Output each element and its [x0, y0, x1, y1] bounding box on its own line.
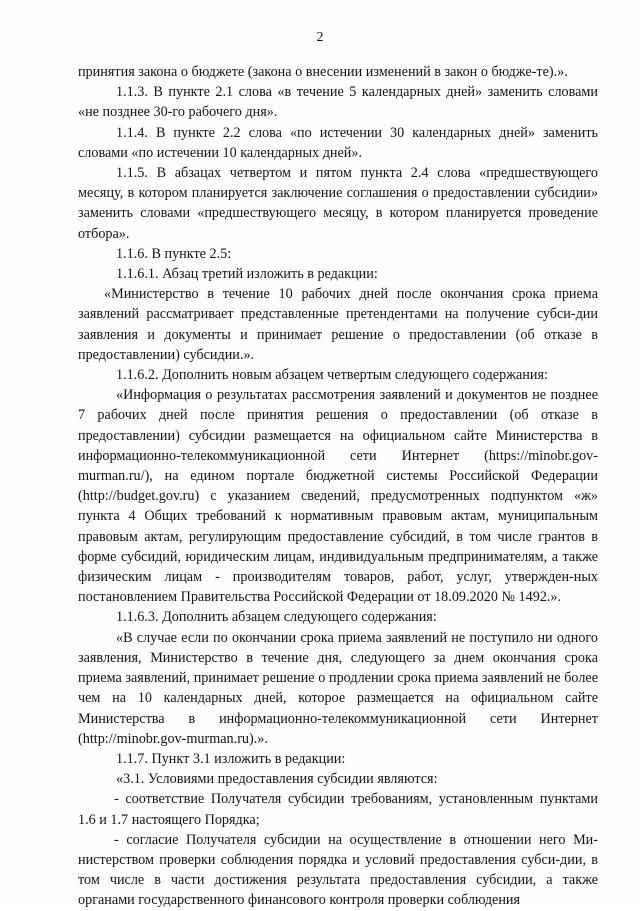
paragraph: 1.1.6.2. Дополнить новым абзацем четвертым следующего содержания: [116, 367, 548, 384]
paragraph: «Информация о результатах рассмотрения заявлений и документов не позднее 7 рабочих дней после принятия решения о предоставлении (об отказе в предоставлении) субсидии размещается на официальном сайте Министерства в информационно-телекоммуникационной сети Интернет (https://minobr.gov-murman.ru/), на едином портале бюджетной системы Российской Федерации (http://budget.gov.ru) с указанием сведений, предусмотренных подпунктом «ж» пункта 4 Общих требований к нормативным правовым актам, муниципальным правовым актам, регулирующим предоставление субсидий, в том числе грантов в форме субсидий, юридическим лицам, индивидуальным предпринимателям, а также физическим лицам - производителям товаров, работ, услуг, утвержден-ных постановлением Правительства Российской Федерации от 18.09.2020 № 1492.». [78, 387, 598, 606]
paragraph: 1.1.3. В пункте 2.1 слова «в течение 5 календарных дней» заменить словами «не позднее 30-го рабочего дня». [78, 84, 598, 121]
paragraph: «3.1. Условиями предоставления субсидии являются: [116, 771, 438, 788]
document-body [78, 62, 598, 911]
paragraph: «В случае если по окончании срока приема заявлений не поступило ни одного заявления, Министерство в течение дня, следующего за днем окончания срока приема заявлений, принимает решение о продлении срока приема заявлений не более чем на 10 календарных дней, которое размещается на официальном сайте Министерства в информационно-телекоммуникационной сети Интернет (http://minobr.gov-murman.ru).». [78, 629, 598, 747]
paragraph: - соответствие Получателя субсидии требованиям, установленным пунктами 1.6 и 1.7 настоящего Порядка; [78, 791, 598, 828]
paragraph: 1.1.4. В пункте 2.2 слова «по истечении 30 календарных дней» заменить словами «по истечении 10 календарных дней». [78, 124, 598, 161]
paragraph: 1.1.7. Пункт 3.1 изложить в редакции: [116, 750, 346, 767]
paragraph: 1.1.6. В пункте 2.5: [116, 245, 232, 262]
paragraph: - согласие Получателя субсидии на осуществление в отношении него Ми-нистерством проверки соблюдения порядка и условий предоставления субси-дии, в том числе в части достижения результата предоставления субсидии, а также органами государственного финансового контроля проверки соблюдения [78, 831, 598, 909]
paragraph: принятия закона о бюджете (закона о внесении изменений в закон о бюдже-те).». [78, 64, 568, 80]
paragraph: «Министерство в течение 10 рабочих дней после окончания срока приема заявлений рассматривает представленные претендентами на получение субси-дии заявления и документы и принимает решение о предоставлении (об отказе в предоставлении) субсидии.». [78, 286, 598, 363]
paragraph: 1.1.6.1. Абзац третий изложить в редакции: [116, 266, 378, 283]
paragraph: 1.1.5. В абзацах четвертом и пятом пункта 2.4 слова «предшествующего месяцу, в котором планируется заключение соглашения о предоставлении субсидии» заменить словами «предшествующего месяцу, в котором планируется проведение отбора». [78, 165, 598, 242]
page-number: 2 [316, 30, 324, 45]
paragraph: 1.1.6.3. Дополнить абзацем следующего содержания: [116, 609, 437, 626]
